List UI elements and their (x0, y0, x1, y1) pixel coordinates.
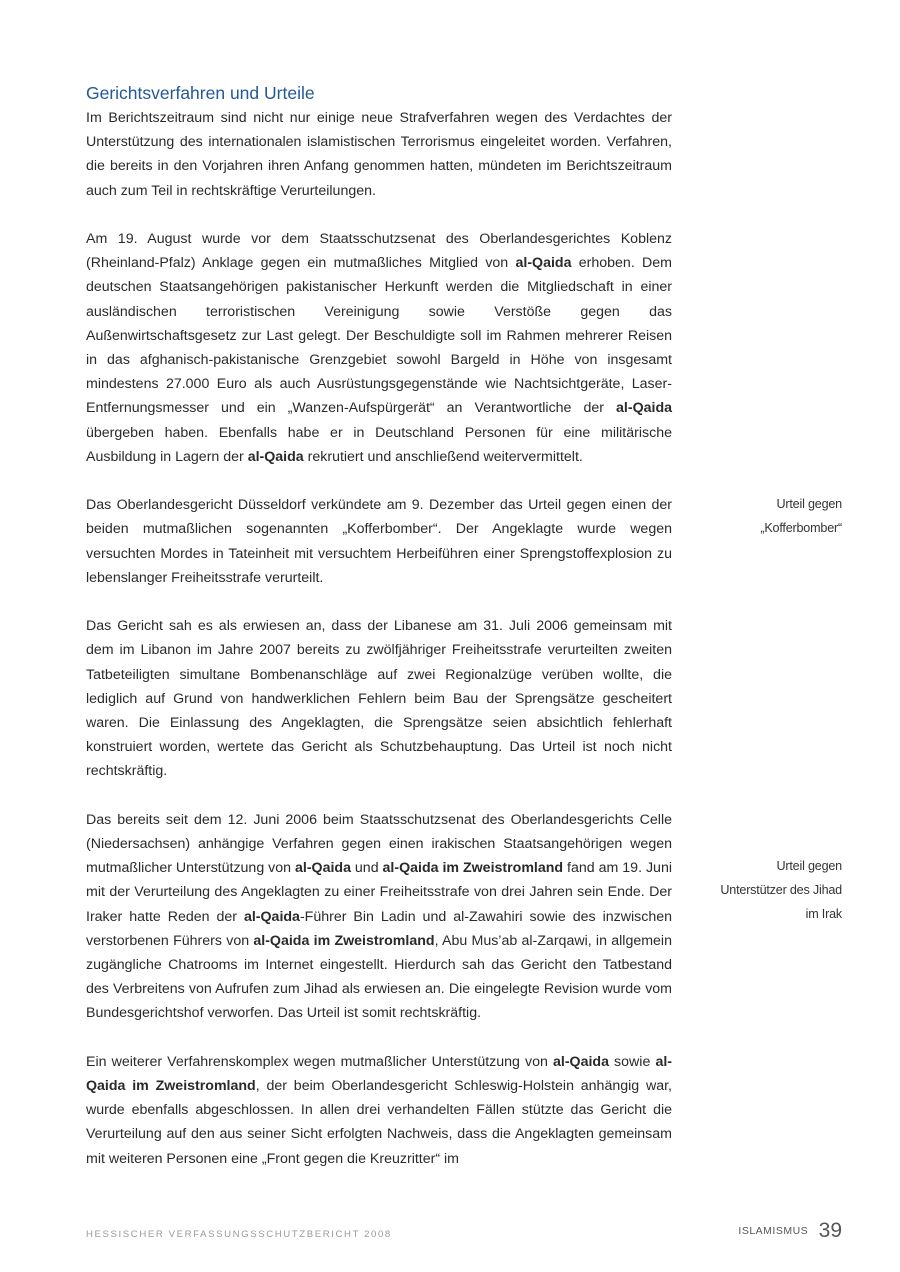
paragraph-celle-verdict (86, 808, 672, 1026)
text-run: Das Gericht sah es als erwiesen an, dass der Libanese am 31. Juli 2006 gemeinsam mit dem im Libanon im Jahre 2007 bereits zu zwölfjähriger Freiheitsstrafe verurteilten zweiten Tatbeteiligten simultane Bombenanschläge auf zwei Regionalzüge verüben wollte, die lediglich auf Grund von handwerklichen Fehlern beim Bau der Sprengsätze gescheitert waren. Die Einlassung des Angeklagten, die Sprengsätze seien absichtlich fehlerhaft konstruiert worden, wertete das Gericht als Schutzbehauptung. Das Urteil ist noch nicht rechtskräftig. (86, 618, 672, 780)
paragraph-gap (86, 1026, 672, 1050)
footer-publication-title: HESSISCHER VERFASSUNGSSCHUTZBERICHT 2008 (86, 1229, 392, 1240)
text-run: , Abu Mus’ab al-Zarqawi, in allgemein zugängliche Chatrooms im Internet eingestellt. Hierdurch sah das Gericht den Tatbestand des Verbreitens von Aufrufen zum Jihad als erwiesen an. Die eingelegte Revision wurde vom Bundesgerichtshof verworfen. Das Urteil ist somit rechtskräftig. (86, 932, 672, 1022)
page-number: 39 (818, 1219, 842, 1242)
bold-term: al-Qaida (515, 255, 572, 272)
bold-term: al-Qaida (294, 860, 351, 877)
bold-term: al-Qaida (552, 1053, 609, 1070)
paragraph-court-reasoning (86, 614, 672, 783)
paragraph-koblenz-indictment (86, 227, 672, 469)
text-run: erhoben. Dem deutschen Staatsangehörigen pakistanischer Herkunft werden die Mitgliedschaft in einer ausländischen terroristischen Vereinigung sowie Verstöße gegen das Außenwirtschaftsgesetz zur Last gelegt. Der Beschuldigte soll im Rahmen mehrerer Reisen in das afghanisch-pakistanische Grenzgebiet sowohl Bargeld in Höhe von insgesamt mindestens 27.000 Euro als auch Ausrüstungsgegenstände wie Nachtsichtgeräte, Laser-Entfernungsmesser und ein „Wanzen-Aufspürgerät“ an Verantwortliche der (86, 255, 672, 417)
text-run: und (350, 860, 383, 877)
text-run: Das Oberlandesgericht Düsseldorf verkündete am 9. Dezember das Urteil gegen einen der beiden mutmaßlichen sogenannten „Kofferbomber“. Der Angeklagte wurde wegen versuchten Mordes in Tateinheit mit versuchtem Herbeiführen einer Sprengstoffexplosion zu lebenslanger Freiheitsstrafe verurteilt. (86, 497, 672, 586)
text-run: Am 19. August wurde vor dem Staatsschutzsenat des Oberlandesgerichtes Koblenz (Rheinland-Pfalz) Anklage gegen ein mutmaßliches Mitglied von (86, 231, 672, 272)
margin-note-kofferbomber (662, 492, 842, 540)
footer-page-info (738, 1219, 842, 1243)
main-text-column (86, 80, 672, 1171)
text-run: sowie (608, 1053, 656, 1070)
margin-note-line: Unterstützer des Jihad (720, 883, 842, 898)
paragraph-gap (86, 784, 672, 808)
text-run: Ein weiterer Verfahrenskomplex wegen mutmaßlicher Unterstützung von (86, 1053, 553, 1070)
margin-note-line: Urteil gegen (776, 497, 842, 511)
bold-term: al-Qaida im Zweistromland (86, 1053, 672, 1095)
text-run: -Führer Bin Ladin und al-Zawahiri sowie des inzwischen verstorbenen Führers von (86, 908, 672, 949)
paragraph-kofferbomber-verdict (86, 493, 672, 590)
margin-note-line: Urteil gegen (776, 859, 842, 873)
margin-note-line: „Kofferbomber“ (760, 521, 842, 536)
text-run: Im Berichtszeitraum sind nicht nur einige neue Strafverfahren wegen des Verdachtes der Unterstützung des internationalen islamistischen Terrorismus eingeleitet worden. Verfahren, die bereits in den Vorjahren ihren Anfang genommen hatten, mündeten im Berichtszeitraum auch zum Teil in rechtskräftige Verurteilungen. (86, 110, 672, 199)
paragraph-intro (86, 106, 672, 203)
text-run: Das bereits seit dem 12. Juni 2006 beim Staatsschutzsenat des Oberlandesgerichts Celle (Niedersachsen) anhängige Verfahren gegen einen irakischen Staatsangehörigen wegen mutmaßlicher Unterstützung von (86, 811, 672, 877)
footer-section-label: ISLAMISMUS (738, 1225, 809, 1237)
margin-note-jihad-irak (662, 854, 842, 927)
text-run: , der beim Oberlandesgericht Schleswig-Holstein anhängig war, wurde ebenfalls abgeschlossen. In allen drei verhandelten Fällen stützte das Gericht die Verurteilung auf den aus seiner Sicht erfolgten Nachweis, dass die Angeklagten gemeinsam mit weiteren Personen eine „Front gegen die Kreuzritter“ im (86, 1078, 672, 1167)
bold-term: al-Qaida im Zweistromland (253, 932, 435, 949)
text-run: rekrutiert und anschließend weitervermittelt. (303, 448, 583, 465)
paragraph-gap (86, 469, 672, 493)
paragraph-gap (86, 590, 672, 614)
bold-term: al-Qaida im Zweistromland (382, 860, 564, 877)
text-run: übergeben haben. Ebenfalls habe er in Deutschland Personen für eine militärische Ausbildung in Lagern der (86, 424, 672, 465)
margin-note-line: im Irak (805, 907, 842, 922)
bold-term: al-Qaida (616, 400, 672, 417)
bold-term: al-Qaida (243, 908, 300, 925)
text-run: fand am 19. Juni mit der Verurteilung des Angeklagten zu einer Freiheitsstrafe von drei Jahren sein Ende. Der Iraker hatte Reden der (86, 860, 672, 925)
bold-term: al-Qaida (247, 448, 304, 465)
section-heading: Gerichtsverfahren und Urteile (86, 83, 315, 103)
paragraph-gap (86, 203, 672, 227)
paragraph-schleswig-holstein (86, 1050, 672, 1171)
